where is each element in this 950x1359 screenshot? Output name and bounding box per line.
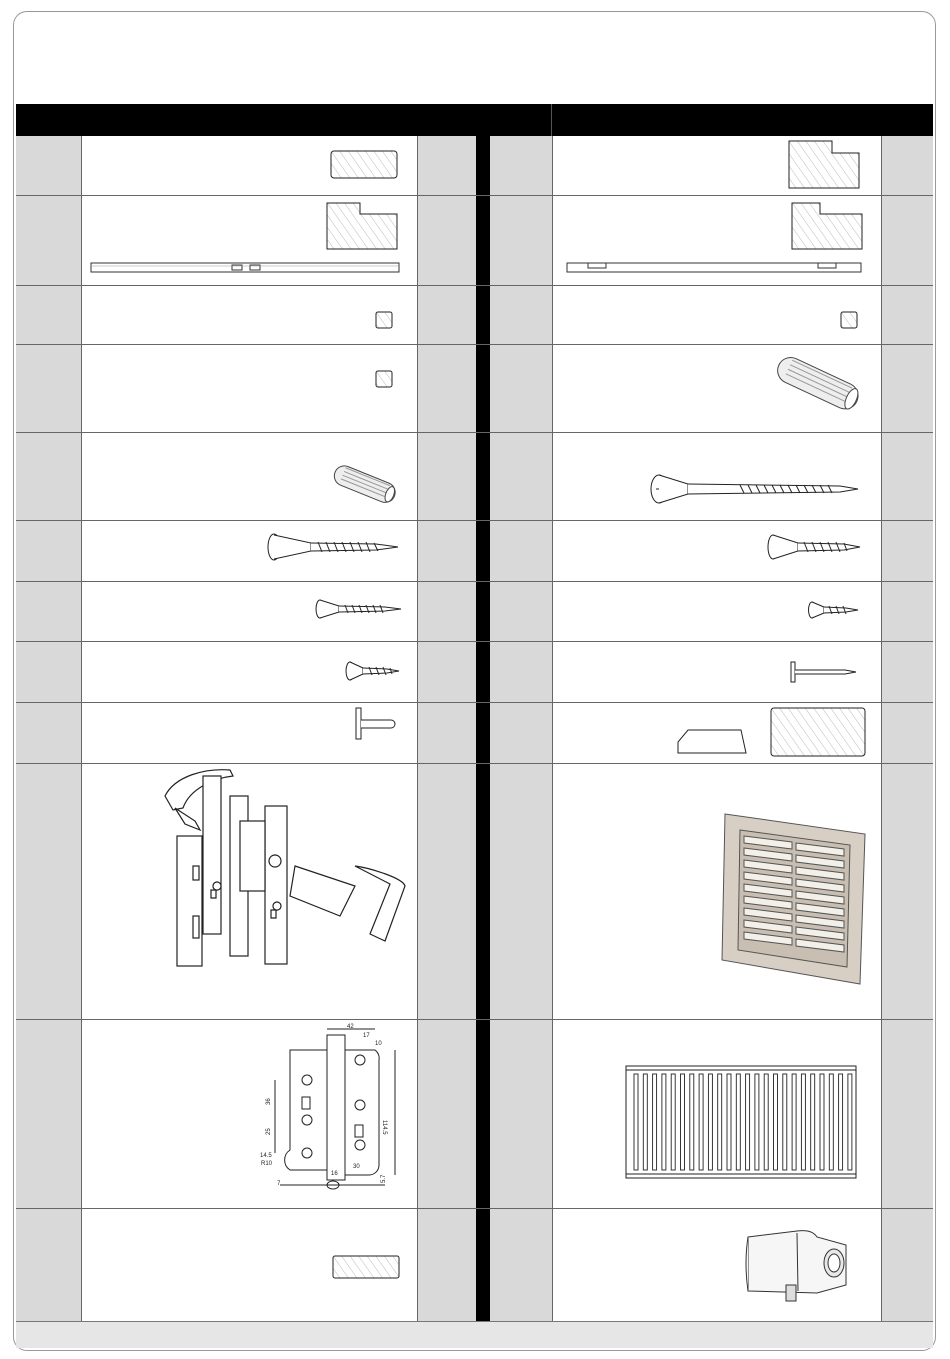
right-quantity-column bbox=[881, 136, 933, 1321]
louvre-slat bbox=[746, 1074, 750, 1170]
louvre-grille-icon bbox=[622, 1062, 862, 1182]
louvre-slat bbox=[736, 1074, 740, 1170]
rebated-profile-icon bbox=[790, 200, 865, 252]
louvre-slat bbox=[811, 1074, 815, 1170]
pin-icon bbox=[355, 707, 400, 741]
small-square-icon bbox=[840, 311, 860, 331]
long-strip-icon bbox=[90, 262, 402, 274]
lever-lock-set-icon bbox=[155, 766, 410, 976]
louvre-slat bbox=[764, 1074, 768, 1170]
louvre-slat bbox=[820, 1074, 824, 1170]
ventilation-grille-icon bbox=[720, 812, 870, 987]
svg-text:30: 30 bbox=[353, 1164, 360, 1170]
small-square-icon bbox=[375, 311, 395, 331]
svg-text:25: 25 bbox=[266, 1128, 272, 1135]
svg-text:7: 7 bbox=[277, 1181, 281, 1187]
wall-plug-icon bbox=[770, 350, 865, 420]
louvre-slat bbox=[783, 1074, 787, 1170]
row-divider bbox=[16, 520, 933, 521]
right-number-column bbox=[490, 136, 552, 1321]
louvre-slat bbox=[829, 1074, 833, 1170]
threshold-profile-icon bbox=[676, 726, 748, 756]
center-divider bbox=[476, 136, 490, 1321]
threshold-board-icon bbox=[770, 707, 868, 759]
svg-text:36: 36 bbox=[266, 1098, 272, 1105]
louvre-slat bbox=[774, 1074, 778, 1170]
long-screw-icon bbox=[766, 532, 866, 562]
footer-band bbox=[16, 1321, 933, 1348]
grid-line bbox=[552, 136, 553, 1321]
row-divider bbox=[16, 344, 933, 345]
medium-screw-icon bbox=[315, 598, 405, 620]
louvre-slat bbox=[671, 1074, 675, 1170]
louvre-slat bbox=[708, 1074, 712, 1170]
short-screw-icon bbox=[345, 660, 405, 682]
flat-strip-icon bbox=[332, 1255, 402, 1281]
louvre-slat bbox=[681, 1074, 685, 1170]
louvre-slat bbox=[839, 1074, 843, 1170]
svg-text:5.7: 5.7 bbox=[381, 1174, 387, 1183]
row-divider bbox=[16, 432, 933, 433]
header-divider bbox=[551, 104, 552, 136]
small-square-icon bbox=[375, 370, 395, 390]
row-divider bbox=[16, 1019, 933, 1020]
grid-line bbox=[81, 136, 82, 1321]
long-screw-icon bbox=[266, 532, 406, 562]
svg-text:16: 16 bbox=[331, 1171, 338, 1177]
louvre-slat bbox=[801, 1074, 805, 1170]
table-header-band bbox=[16, 104, 933, 136]
nail-icon bbox=[790, 660, 860, 684]
louvre-slat bbox=[662, 1074, 666, 1170]
row-divider bbox=[16, 195, 933, 196]
svg-text:17: 17 bbox=[363, 1033, 370, 1039]
louvre-slat bbox=[634, 1074, 638, 1170]
svg-text:R10: R10 bbox=[261, 1161, 273, 1167]
row-divider bbox=[16, 641, 933, 642]
louvre-slat bbox=[699, 1074, 703, 1170]
small-screw-icon bbox=[808, 600, 864, 620]
louvre-slat bbox=[727, 1074, 731, 1170]
row-divider bbox=[16, 702, 933, 703]
rebated-profile-icon bbox=[787, 139, 862, 191]
louvre-slat bbox=[718, 1074, 722, 1170]
hinge-drawing-icon bbox=[255, 1025, 405, 1195]
louvre-slat bbox=[653, 1074, 657, 1170]
row-divider bbox=[16, 285, 933, 286]
louvre-slat bbox=[643, 1074, 647, 1170]
rect-profile-icon bbox=[330, 150, 400, 180]
row-divider bbox=[16, 763, 933, 764]
rebated-profile-icon bbox=[325, 200, 400, 252]
louvre-slat bbox=[792, 1074, 796, 1170]
left-quantity-column bbox=[417, 136, 476, 1321]
row-divider bbox=[16, 581, 933, 582]
svg-text:10: 10 bbox=[375, 1041, 382, 1047]
left-number-column bbox=[16, 136, 81, 1321]
long-strip-icon bbox=[566, 262, 864, 274]
wall-plug-icon bbox=[328, 460, 400, 512]
louvre-slat bbox=[755, 1074, 759, 1170]
louvre-slat bbox=[848, 1074, 852, 1170]
louvre-slat bbox=[690, 1074, 694, 1170]
grid-line bbox=[881, 136, 882, 1321]
frame-screw-icon bbox=[650, 473, 865, 505]
svg-text:42: 42 bbox=[347, 1024, 354, 1030]
cylinder-lock-icon bbox=[742, 1215, 850, 1311]
row-divider bbox=[16, 1208, 933, 1209]
svg-text:114.5: 114.5 bbox=[381, 1120, 387, 1135]
grid-line bbox=[417, 136, 418, 1321]
svg-text:14.5: 14.5 bbox=[260, 1153, 272, 1159]
